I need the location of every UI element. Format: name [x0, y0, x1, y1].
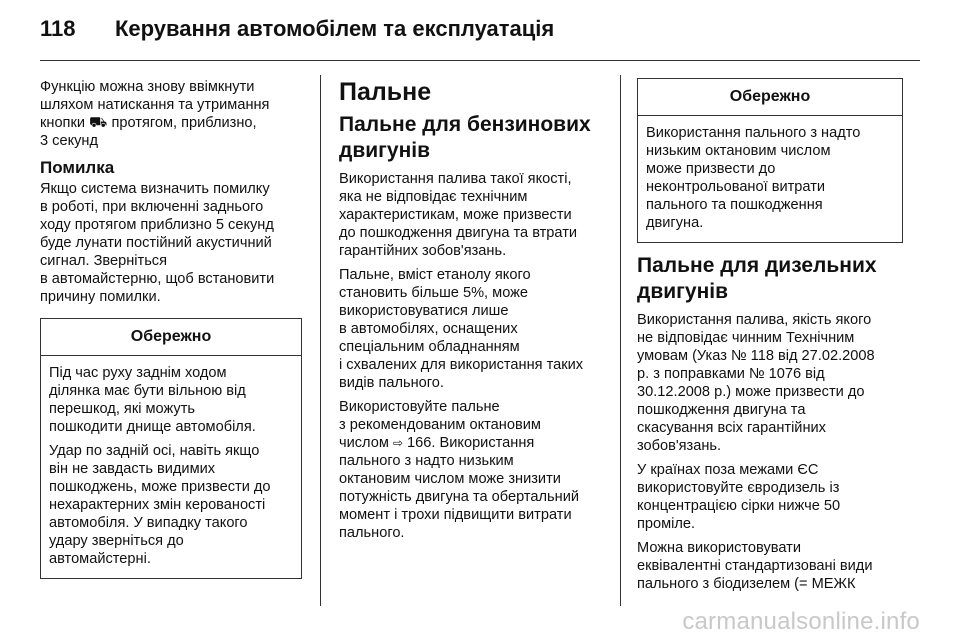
column-divider-1: [320, 75, 321, 606]
page-header: [40, 16, 920, 54]
subsection-title-petrol: Пальне для бензинових двигунів: [339, 113, 591, 162]
petrol-paragraph: Використання палива такої якості, яка не відповідає технічним характеристикам, може призвести до пошкодження двигуна та втрати гарантійних зобов'язань.: [339, 171, 578, 259]
intro-paragraph: Функцію можна знову ввімкнути шляхом натискання та утримання кнопки ⛟ протягом, приблизно, 3 секунд: [40, 79, 270, 149]
caution-box-2: [637, 78, 903, 243]
petrol-paragraph: Пальне, вміст етанолу якого становить більше 5%, може використовуватися лише в автомобілях, оснащених спеціальним обладнанням і схвалених для використання таких видів пального.: [339, 267, 584, 391]
caution-paragraph: Удар по задній осі, навіть якщо він не завдасть видимих пошкоджень, може призвести до нехарактерних змін керованості автомобіля. У випадку такого удару зверніться до автомайстерні.: [49, 443, 271, 567]
caution-box-1: [40, 318, 302, 579]
column-divider-2: [620, 75, 621, 606]
page-number: 118: [40, 16, 76, 41]
caution-paragraph: Використання пального з надто низьким октановим числом може призвести до неконтрольованої витрати пального та пошкодження двигуна.: [646, 125, 861, 231]
caution-title: Обережно: [638, 79, 902, 116]
column-2: [339, 78, 605, 548]
page-reference-icon: ⇨: [392, 436, 403, 450]
error-paragraph: Якщо система визначить помилку в роботі, при включенні заднього ходу протягом приблизно 5 секунд буде лунати постійний акустичний сигнал. Зверніться в автомайстерню, щоб встановити причину помилки.: [40, 181, 275, 305]
caution-title: Обережно: [41, 319, 301, 356]
error-heading: Помилка: [40, 158, 115, 177]
petrol-paragraph: [339, 398, 605, 542]
diesel-paragraph: Можна використовувати еквівалентні стандартизовані види пального з біодизелем (= МЕЖК: [637, 540, 873, 592]
column-3: [637, 78, 903, 599]
paragraph-text: Використовуйте пальне з рекомендованим октановим числом: [339, 399, 541, 451]
caution-body: [41, 356, 301, 578]
subsection-title-diesel: Пальне для дизельних двигунів: [637, 254, 877, 303]
caution-paragraph: Під час руху заднім ходом ділянка має бути вільною від перешкод, які можуть пошкодити днище автомобіля.: [49, 365, 256, 435]
caution-body: [638, 116, 902, 242]
column-1: [40, 78, 302, 589]
watermark: carmanualsonline.info: [682, 608, 920, 635]
paragraph-text: 166. Використання пального з надто низьким октановим числом може знизити потужність двигуна та обертальний момент і трохи підвищити витрати пального.: [339, 435, 580, 541]
page-title: Керування автомобілем та експлуатація: [115, 16, 555, 41]
diesel-paragraph: Використання палива, якість якого не відповідає чинним Технічним умовам (Указ № 118 від 27.02.2008 р. з поправками № 1076 від 30.12.2008 р.) може призвести до пошкодження двигуна та скасування всіх гарантійних зобов'язань.: [637, 312, 875, 454]
header-rule: [40, 60, 920, 61]
section-title-fuel: Пальне: [339, 78, 432, 106]
diesel-paragraph: У країнах поза межами ЄС використовуйте євродизель із концентрацією сірки нижче 50 проміле.: [637, 462, 841, 532]
